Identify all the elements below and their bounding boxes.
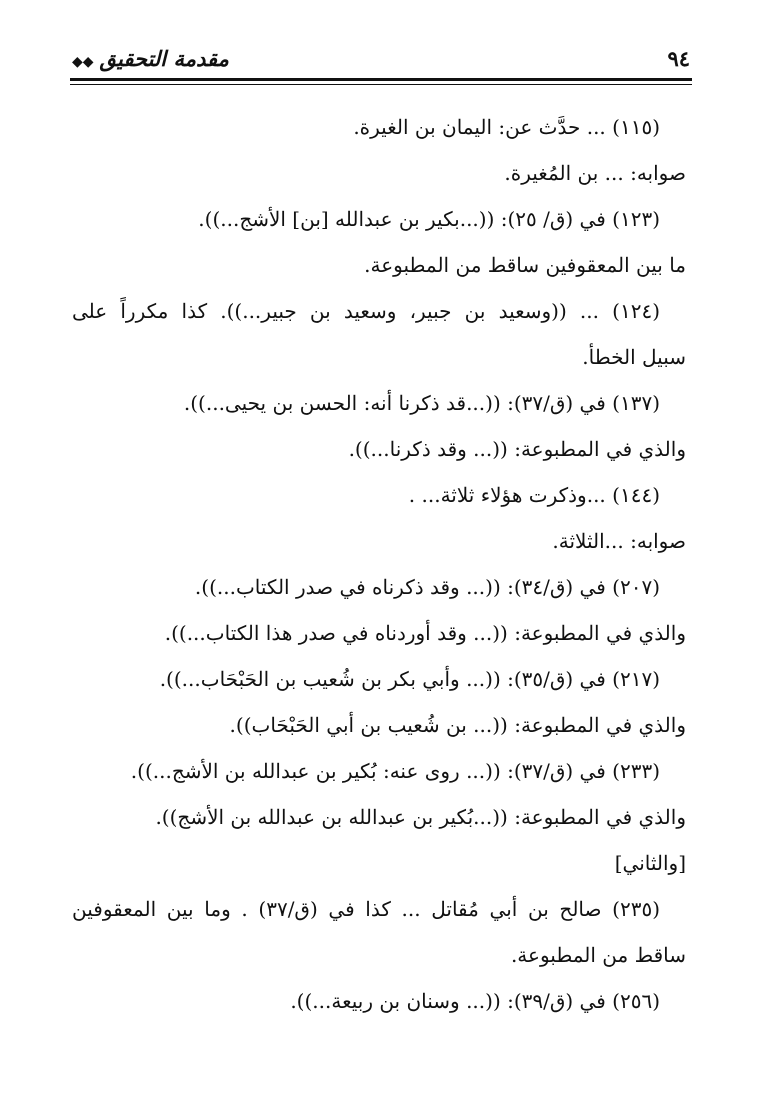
text-line: ساقط من المطبوعة.	[510, 943, 686, 967]
text-line: والذي في المطبوعة: ((... وقد أوردناه في صدر هذا الكتاب...)).	[164, 621, 686, 645]
text-line: (٢٣٣) في (ق/٣٧): ((... روى عنه: بُكير بن عبدالله بن الأشج...)).	[130, 759, 660, 783]
text-line: (١٣٧) في (ق/٣٧): ((...قد ذكرنا أنه: الحسن بن يحيى...)).	[183, 391, 660, 415]
text-line: [والثاني]	[614, 851, 686, 875]
text-line: والذي في المطبوعة: ((... بن شُعيب بن أبي الحَبْحَاب)).	[229, 713, 686, 737]
page-number: ٩٤	[667, 46, 690, 71]
text-line: صوابه: ...الثلاثة.	[552, 529, 686, 553]
running-title-text: مقدمة التحقيق	[99, 46, 229, 71]
running-title	[72, 46, 229, 71]
text-line: (١٢٣) في (ق/ ٢٥): ((...بكير بن عبدالله [بن] الأشج...)).	[198, 207, 660, 231]
header-rule-thin	[70, 84, 692, 85]
text-line: والذي في المطبوعة: ((... وقد ذكرنا...)).	[348, 437, 686, 461]
body-text	[72, 104, 686, 1024]
text-line: (١٤٤) ...وذكرت هؤلاء ثلاثة... .	[408, 483, 660, 507]
page-header	[70, 38, 692, 78]
text-line: (٢٣٥) صالح بن أبي مُقاتل ... كذا في (ق/٣٧) . وما بين المعقوفين	[72, 897, 660, 921]
text-line: سبيل الخطأ.	[582, 345, 686, 369]
text-line: (١٢٤) ... ((وسعيد بن جبير، وسعيد بن جبير...)). كذا مكرراً على	[72, 299, 660, 323]
text-line: (٢٥٦) في (ق/٣٩): ((... وسنان بن ربيعة...)).	[290, 989, 660, 1013]
text-line: (٢٠٧) في (ق/٣٤): ((... وقد ذكرناه في صدر الكتاب...)).	[194, 575, 660, 599]
diamond-ornament-icon: ◆◆	[72, 54, 94, 70]
header-rule-thick	[70, 78, 692, 81]
text-line: والذي في المطبوعة: ((...بُكير بن عبدالله بن عبدالله بن الأشج)).	[155, 805, 686, 829]
text-line: ما بين المعقوفين ساقط من المطبوعة.	[364, 253, 686, 277]
text-line: (١١٥) ... حدَّث عن: اليمان بن الغيرة.	[353, 115, 660, 139]
text-line: صوابه: ... بن المُغيرة.	[504, 161, 686, 185]
text-line: (٢١٧) في (ق/٣٥): ((... وأبي بكر بن شُعيب بن الحَبْحَاب...)).	[159, 667, 660, 691]
